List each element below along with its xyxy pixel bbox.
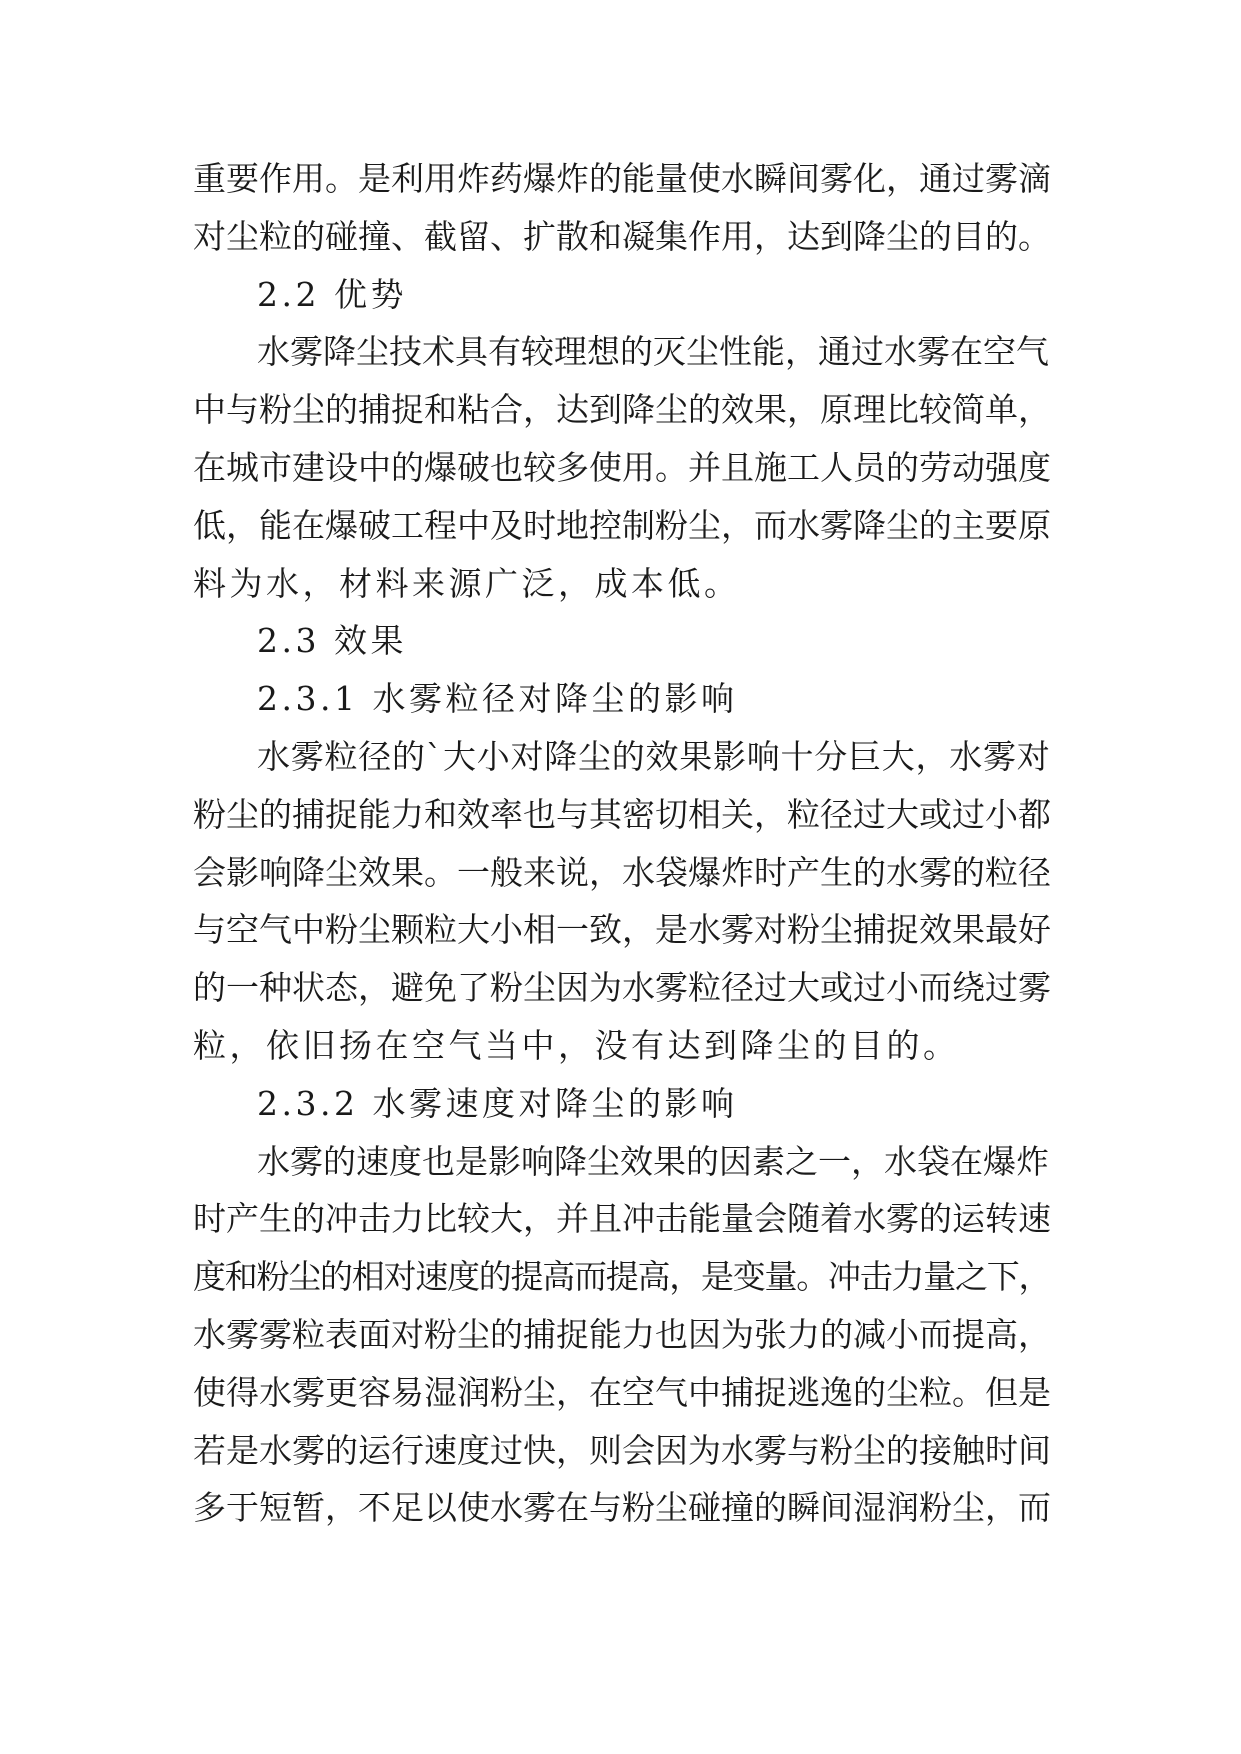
text-line: 多于短暂，不足以使水雾在与粉尘碰撞的瞬间湿润粉尘，而 — [193, 1488, 1051, 1528]
text-line: 与空气中粉尘颗粒大小相一致，是水雾对粉尘捕捉效果最好 — [193, 910, 1051, 950]
body-text — [193, 150, 1053, 1537]
text-line: 对尘粒的碰撞、截留、扩散和凝集作用，达到降尘的目的。 — [193, 216, 1051, 256]
text-line: 若是水雾的运行速度过快，则会因为水雾与粉尘的接触时间 — [193, 1430, 1051, 1470]
text-line: 水雾粒径的`大小对降尘的效果影响十分巨大，水雾对 — [257, 736, 1051, 776]
text-line: 粉尘的捕捉能力和效率也与其密切相关，粒径过大或过小都 — [193, 794, 1051, 834]
text-line: 会影响降尘效果。一般来说，水袋爆炸时产生的水雾的粒径 — [193, 852, 1051, 892]
text-line: 重要作用。是利用炸药爆炸的能量使水瞬间雾化，通过雾滴 — [193, 159, 1051, 198]
text-line: 低，能在爆破工程中及时地控制粉尘，而水雾降尘的主要原 — [193, 505, 1051, 545]
section-heading-2-3-1: 2.3.1 水雾粒径对降尘的影响 — [257, 679, 738, 719]
text-line: 粒，依旧扬在空气当中，没有达到降尘的目的。 — [193, 1025, 960, 1065]
text-line: 中与粉尘的捕捉和粘合，达到降尘的效果，原理比较简单， — [193, 390, 1051, 430]
text-line: 水雾雾粒表面对粉尘的捕捉能力也因为张力的减小而提高， — [193, 1314, 1051, 1354]
text-line: 时产生的冲击力比较大，并且冲击能量会随着水雾的运转速 — [193, 1199, 1051, 1239]
text-line: 的一种状态，避免了粉尘因为水雾粒径过大或过小而绕过雾 — [193, 968, 1051, 1008]
text-line: 使得水雾更容易湿润粉尘，在空气中捕捉逃逸的尘粒。但是 — [193, 1372, 1051, 1412]
text-line: 度和粉尘的相对速度的提高而提高，是变量。冲击力量之下， — [193, 1257, 1051, 1297]
section-heading-2-3: 2.3 效果 — [257, 621, 407, 661]
text-line: 在城市建设中的爆破也较多使用。并且施工人员的劳动强度 — [193, 447, 1051, 487]
text-line: 料为水，材料来源广泛，成本低。 — [193, 563, 741, 603]
section-heading-2-2: 2.2 优势 — [257, 274, 407, 314]
text-line: 水雾降尘技术具有较理想的灭尘性能，通过水雾在空气 — [257, 332, 1049, 372]
text-line: 水雾的速度也是影响降尘效果的因素之一，水袋在爆炸 — [257, 1141, 1049, 1181]
section-heading-2-3-2: 2.3.2 水雾速度对降尘的影响 — [257, 1083, 738, 1123]
